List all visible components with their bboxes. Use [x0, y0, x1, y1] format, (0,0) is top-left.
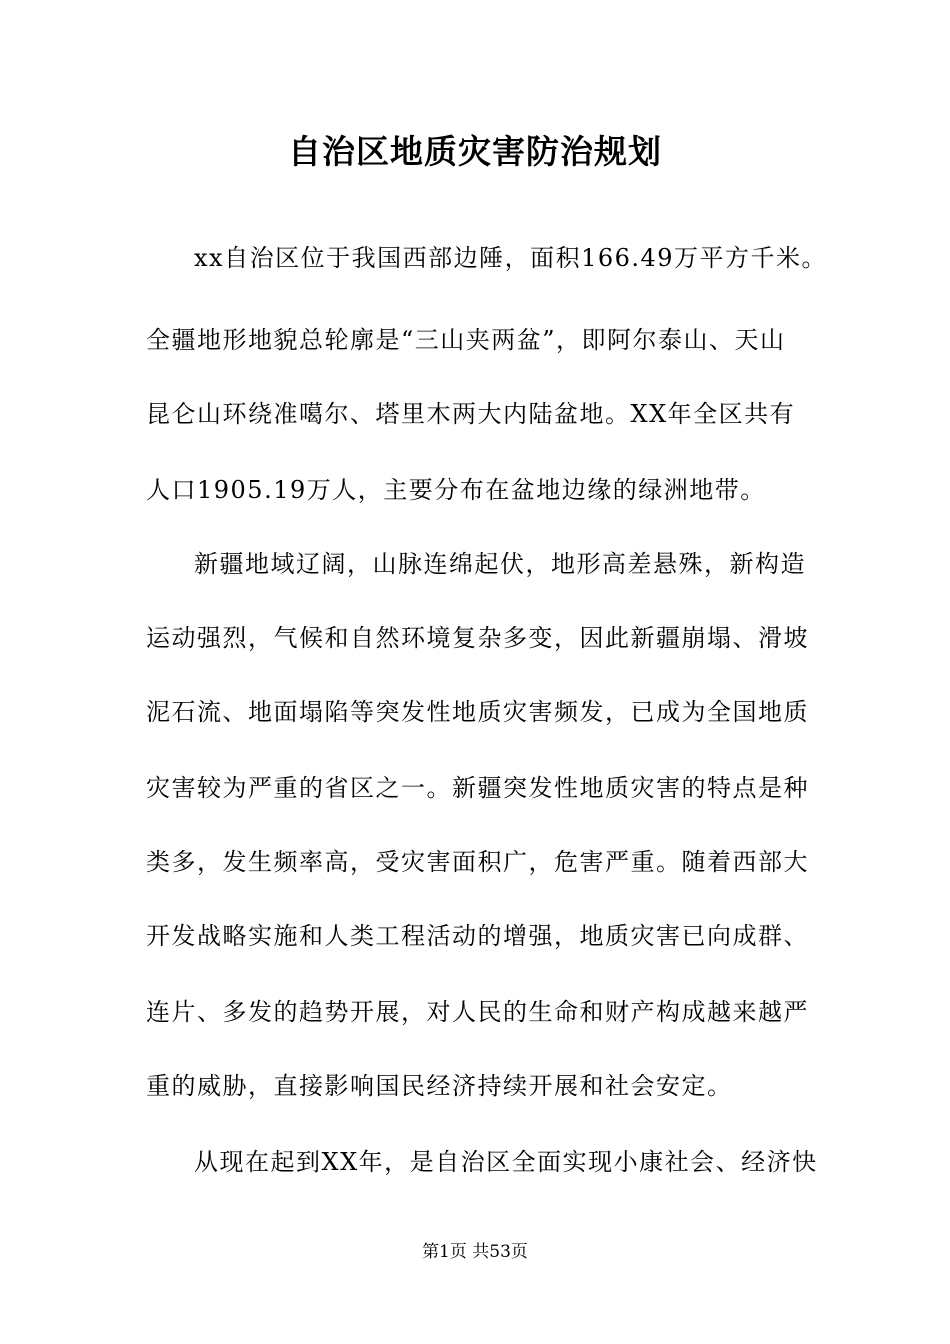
paragraph-1-line-3: 昆仑山环绕准噶尔、塔里木两大内陆盆地。XX年全区共有 [146, 400, 796, 428]
paragraph-2-line-8: 重的威胁，直接影响国民经济持续开展和社会安定。 [146, 1072, 733, 1100]
paragraph-2-line-5: 类多，发生频率高，受灾害面积广，危害严重。随着西部大 [146, 848, 809, 876]
paragraph-2-line-1: 新疆地域辽阔，山脉连绵起伏，地形高差悬殊，新构造 [194, 550, 806, 578]
paragraph-2-line-4: 灾害较为严重的省区之一。新疆突发性地质灾害的特点是种 [146, 774, 809, 802]
document-title: 自治区地质灾害防治规划 [288, 132, 662, 171]
paragraph-1-line-1: xx自治区位于我国西部边陲，面积166.49万平方千米。 [194, 244, 828, 272]
paragraph-1-line-2: 全疆地形地貌总轮廓是“三山夹两盆”，即阿尔泰山、天山 [146, 326, 786, 354]
paragraph-2-line-6: 开发战略实施和人类工程活动的增强，地质灾害已向成群、 [146, 922, 809, 950]
page-number-footer: 第1页 共53页 [422, 1242, 528, 1262]
paragraph-1-line-4: 人口1905.19万人，主要分布在盆地边缘的绿洲地带。 [146, 476, 766, 504]
paragraph-3-line-1: 从现在起到XX年，是自治区全面实现小康社会、经济快 [194, 1148, 818, 1176]
paragraph-2-line-3: 泥石流、地面塌陷等突发性地质灾害频发，已成为全国地质 [146, 698, 809, 726]
paragraph-2-line-2: 运动强烈，气候和自然环境复杂多变，因此新疆崩塌、滑坡 [146, 624, 809, 652]
paragraph-2-line-7: 连片、多发的趋势开展，对人民的生命和财产构成越来越严 [146, 998, 809, 1026]
